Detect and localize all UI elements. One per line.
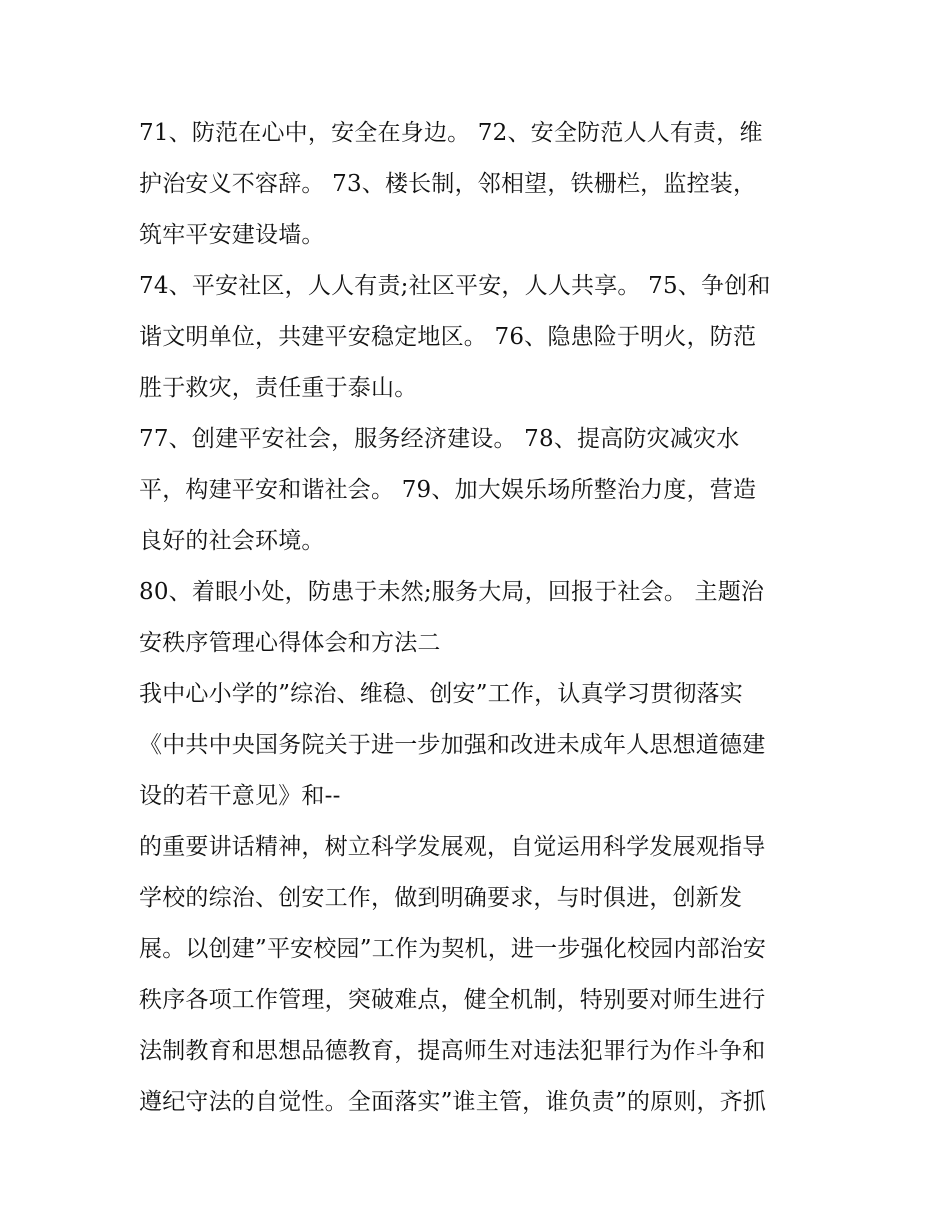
text-line: 学校的综治、创安工作，做到明确要求，与时俱进，创新发 bbox=[139, 885, 743, 911]
document-text bbox=[139, 108, 829, 1128]
text-line: 法制教育和思想品德教育，提高师生对违法犯罪行为作斗争和 bbox=[139, 1038, 766, 1064]
text-line: 《中共中央国务院关于进一步加强和改进未成年人思想道德建 bbox=[139, 732, 766, 758]
text-line: 秩序各项工作管理，突破难点，健全机制，特别要对师生进行 bbox=[139, 987, 766, 1013]
text-line: 的重要讲话精神，树立科学发展观，自觉运用科学发展观指导 bbox=[139, 834, 766, 860]
text-line: 安秩序管理心得体会和方法二 bbox=[139, 630, 441, 656]
text-line: 胜于救灾，责任重于泰山。 bbox=[139, 375, 418, 401]
text-line: 74、平安社区，人人有责;社区平安，人人共享。 75、争创和 bbox=[139, 273, 771, 299]
text-line: 谐文明单位，共建平安稳定地区。 76、隐患险于明火，防范 bbox=[139, 324, 757, 350]
text-line: 77、创建平安社会，服务经济建设。 78、提高防灾减灾水 bbox=[139, 426, 740, 452]
text-line: 良好的社会环境。 bbox=[139, 528, 325, 554]
text-line: 筑牢平安建设墙。 bbox=[139, 222, 325, 248]
text-line: 71、防范在心中，安全在身边。 72、安全防范人人有责，维 bbox=[139, 120, 763, 146]
text-line: 展。以创建”平安校园”工作为契机，进一步强化校园内部治安 bbox=[139, 936, 767, 962]
text-line: 护治安义不容辞。 73、楼长制，邻相望，铁栅栏，监控装， bbox=[139, 171, 757, 197]
text-line: 平，构建平安和谐社会。 79、加大娱乐场所整治力度，营造 bbox=[139, 477, 757, 503]
text-line: 遵纪守法的自觉性。全面落实”谁主管，谁负责”的原则，齐抓 bbox=[139, 1089, 767, 1115]
text-line: 我中心小学的”综治、维稳、创安”工作，认真学习贯彻落实 bbox=[139, 681, 743, 707]
text-line: 80、着眼小处，防患于未然;服务大局，回报于社会。 主题治 bbox=[139, 579, 765, 605]
text-line: 设的若干意见》和-- bbox=[139, 783, 341, 809]
